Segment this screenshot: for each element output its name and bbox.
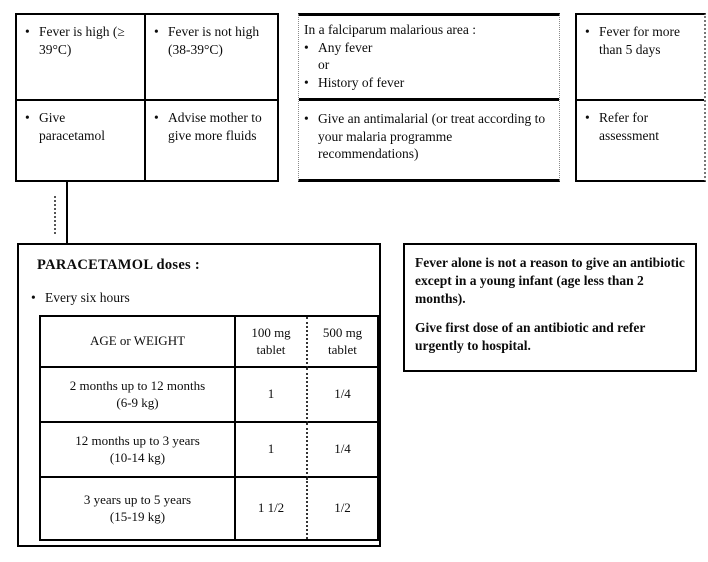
weight-range: (15-19 kg) xyxy=(109,508,166,524)
fever-classification-box xyxy=(15,13,279,182)
bullet-icon: • xyxy=(25,24,30,39)
dose-table-header-500mg: 500 mg tablet xyxy=(308,317,377,368)
action-cell-paracetamol xyxy=(17,101,146,180)
table-row-500mg-cell: 1/2 xyxy=(334,500,351,516)
malarious-area-signs xyxy=(299,16,559,101)
table-row-500mg-cell: 1/4 xyxy=(308,423,377,478)
table-row-500mg-cell: 1/4 xyxy=(308,368,377,423)
bullet-icon: • xyxy=(304,111,309,126)
bullet-icon: • xyxy=(154,24,159,39)
table-row-100mg-cell: 1 xyxy=(236,368,308,423)
note-paragraph-1: Fever alone is not a reason to give an antibiotic except in a young infant (age less than 2 months). xyxy=(415,255,685,306)
note-paragraph-2: Give first dose of an antibiotic and refer urgently to hospital. xyxy=(415,319,646,353)
sign-text-mild-fever: Fever is not high (38-39°C) xyxy=(168,24,260,57)
weight-range: (10-14 kg) xyxy=(109,449,166,465)
age-range: 2 months up to 12 months xyxy=(69,378,206,394)
action-text-fluids: Advise mother to give more fluids xyxy=(168,110,262,143)
bullet-icon: • xyxy=(31,290,36,305)
age-range: 3 years up to 5 years xyxy=(83,492,192,508)
bullet-icon: • xyxy=(154,110,159,125)
bullet-icon: • xyxy=(304,74,309,90)
paracetamol-title: PARACETAMOL doses : xyxy=(37,257,201,273)
persistent-fever-sign-cell xyxy=(577,15,704,101)
malarious-area-heading: In a falciparum malarious area : xyxy=(304,22,477,37)
dose-table xyxy=(39,315,379,541)
connector-line xyxy=(66,182,68,243)
bullet-icon: • xyxy=(25,110,30,125)
sign-text-high-fever: Fever is high (≥ 39°C) xyxy=(39,24,125,57)
persistent-fever-panel xyxy=(575,13,706,182)
sign-cell-high-fever xyxy=(17,15,146,101)
malaria-sign-any-fever: Any fever xyxy=(318,39,373,55)
malarious-area-panel xyxy=(298,13,560,182)
antibiotic-note-box xyxy=(403,243,697,372)
table-row-100mg-cell: 1 xyxy=(236,423,308,478)
paracetamol-dose-box xyxy=(17,243,381,547)
sign-cell-mild-fever xyxy=(146,15,277,101)
malaria-sign-history: History of fever xyxy=(318,74,405,90)
dose-table-header-age: AGE or WEIGHT xyxy=(41,317,236,368)
age-range: 12 months up to 3 years xyxy=(75,433,200,449)
action-text-paracetamol: Give paracetamol xyxy=(39,110,105,143)
table-row-age-cell xyxy=(41,423,236,478)
weight-range: (6-9 kg) xyxy=(116,394,159,410)
frequency-item xyxy=(31,289,231,307)
action-cell-fluids xyxy=(146,101,277,180)
table-row-100mg-cell: 1 1/2 xyxy=(236,478,308,539)
bullet-icon: • xyxy=(304,39,309,55)
connector-dotted-line xyxy=(54,196,56,234)
malaria-sign-or: or xyxy=(318,57,330,73)
dose-table-header-100mg: 100 mg tablet xyxy=(236,317,308,368)
malarious-area-action xyxy=(299,101,559,163)
malaria-action-text: Give an antimalarial (or treat according to your malaria programme recommendations) xyxy=(318,111,546,162)
frequency-text: Every six hours xyxy=(45,290,130,305)
table-row-age-cell xyxy=(41,368,236,423)
bullet-icon: • xyxy=(585,24,590,39)
bullet-icon: • xyxy=(585,110,590,125)
persistent-fever-action-text: Refer for assessment xyxy=(599,110,659,143)
table-row-age-cell xyxy=(41,478,236,539)
persistent-fever-action-cell xyxy=(577,101,704,180)
persistent-fever-sign-text: Fever for more than 5 days xyxy=(599,24,680,57)
